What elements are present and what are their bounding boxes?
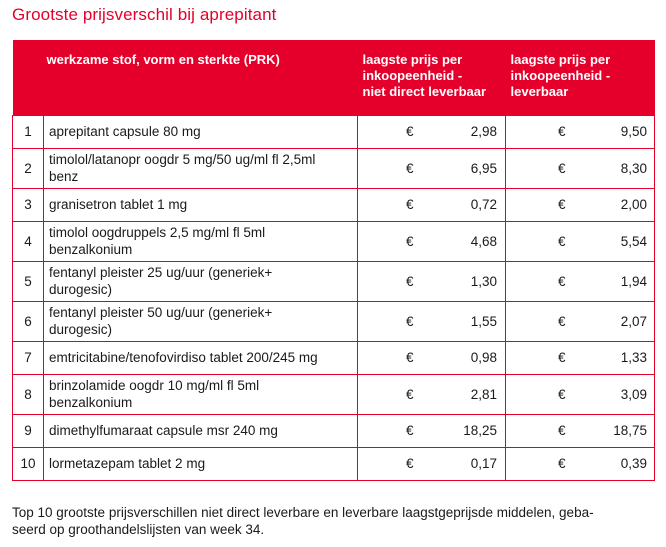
currency-symbol: €: [558, 313, 566, 329]
price-not-available-cell: [358, 414, 506, 447]
price-amount: 1,30: [470, 273, 497, 289]
table-row: [13, 341, 655, 374]
price-value: [358, 349, 505, 366]
header-line: leverbaar: [510, 84, 569, 99]
price-amount: 0,39: [620, 456, 647, 471]
header-line: inkoopeenheid -: [510, 68, 611, 83]
price-value: [358, 455, 505, 472]
substance-line: benz: [49, 169, 79, 184]
row-number: 4: [13, 221, 44, 261]
price-not-available-cell: [358, 188, 506, 221]
header-number: [13, 40, 44, 115]
table-row: [13, 301, 655, 341]
caption-line: Top 10 grootste prijsverschillen niet direct leverbare en leverbare laagstgeprijsde middelen, geba-: [12, 505, 594, 520]
price-amount: 0,98: [470, 350, 497, 365]
substance-line: brinzolamide oogdr 10 mg/ml fl 5ml: [49, 378, 260, 393]
substance-cell: [44, 447, 358, 480]
price-available-cell: [506, 188, 655, 221]
price-value: [506, 386, 654, 403]
substance-cell: [44, 115, 358, 148]
price-amount: 9,50: [620, 124, 647, 139]
currency-symbol: €: [558, 273, 566, 289]
currency-symbol: €: [406, 350, 414, 365]
price-value: [358, 233, 505, 250]
price-amount: 2,00: [620, 197, 647, 212]
price-amount: 18,75: [613, 423, 647, 438]
header-line: laagste prijs per: [362, 52, 463, 67]
header-substance: werkzame stof, vorm en sterkte (PRK): [46, 52, 280, 67]
price-value: [358, 273, 505, 290]
price-value: [506, 196, 654, 213]
price-amount: 0,17: [470, 456, 497, 471]
table-row: [13, 188, 655, 221]
table-caption: [12, 504, 657, 538]
currency-symbol: €: [558, 456, 566, 471]
price-value: [358, 196, 505, 213]
table-row: [13, 115, 655, 148]
price-amount: 2,98: [470, 124, 497, 139]
price-value: [506, 422, 654, 439]
substance-line: dimethylfumaraat capsule msr 240 mg: [49, 423, 278, 438]
currency-symbol: €: [406, 456, 414, 471]
substance-line: benzalkonium: [49, 395, 133, 410]
price-available-cell: [506, 414, 655, 447]
row-number: 7: [13, 341, 44, 374]
price-available-cell: [506, 447, 655, 480]
price-value: [506, 233, 654, 250]
substance-cell: [44, 374, 358, 414]
price-value: [506, 123, 654, 140]
price-amount: 5,54: [620, 233, 647, 249]
price-available-cell: [506, 115, 655, 148]
price-not-available-cell: [358, 447, 506, 480]
substance-line: timolol oogdruppels 2,5 mg/ml fl 5ml: [49, 225, 266, 240]
price-value: [358, 313, 505, 330]
currency-symbol: €: [558, 160, 566, 176]
currency-symbol: €: [558, 124, 566, 139]
price-value: [506, 349, 654, 366]
price-available-cell: [506, 374, 655, 414]
table-row: [13, 261, 655, 301]
row-number: 8: [13, 374, 44, 414]
price-available-cell: [506, 221, 655, 261]
header-line: laagste prijs per: [510, 52, 611, 67]
row-number: 2: [13, 148, 44, 188]
row-number: 9: [13, 414, 44, 447]
row-number: 1: [13, 115, 44, 148]
table-row: [13, 414, 655, 447]
substance-line: aprepitant capsule 80 mg: [49, 124, 201, 139]
substance-line: emtricitabine/tenofovirdiso tablet 200/245 mg: [49, 350, 318, 365]
currency-symbol: €: [558, 350, 566, 365]
price-not-available-cell: [358, 221, 506, 261]
table-row: [13, 148, 655, 188]
price-available-cell: [506, 341, 655, 374]
header-line: inkoopeenheid -: [362, 68, 463, 83]
price-amount: 1,94: [620, 273, 647, 289]
substance-line: fentanyl pleister 25 ug/uur (generiek+: [49, 265, 273, 280]
substance-line: benzalkonium: [49, 242, 133, 257]
substance-line: granisetron tablet 1 mg: [49, 197, 188, 212]
header-line: niet direct leverbaar: [362, 84, 487, 99]
price-available-cell: [506, 148, 655, 188]
substance-line: timolol/latanopr oogdr 5 mg/50 ug/ml fl 2,5ml: [49, 152, 316, 167]
substance-cell: [44, 301, 358, 341]
currency-symbol: €: [406, 313, 414, 329]
currency-symbol: €: [558, 197, 566, 212]
currency-symbol: €: [406, 197, 414, 212]
substance-line: fentanyl pleister 50 ug/uur (generiek+: [49, 305, 273, 320]
substance-cell: [44, 261, 358, 301]
price-value: [358, 160, 505, 177]
table-row: [13, 447, 655, 480]
row-number: 5: [13, 261, 44, 301]
table-header-row: [13, 40, 655, 115]
substance-line: durogesic): [49, 322, 113, 337]
price-amount: 0,72: [470, 197, 497, 212]
price-value: [506, 313, 654, 330]
price-amount: 1,55: [470, 313, 497, 329]
currency-symbol: €: [558, 233, 566, 249]
table-row: [13, 374, 655, 414]
substance-cell: [44, 148, 358, 188]
price-value: [358, 386, 505, 403]
price-value: [506, 273, 654, 290]
currency-symbol: €: [406, 273, 414, 289]
price-not-available-cell: [358, 115, 506, 148]
price-amount: 2,07: [620, 313, 647, 329]
currency-symbol: €: [406, 386, 414, 402]
price-not-available-cell: [358, 374, 506, 414]
price-not-available-cell: [358, 261, 506, 301]
price-available-cell: [506, 301, 655, 341]
currency-symbol: €: [558, 386, 566, 402]
substance-cell: [44, 188, 358, 221]
price-value: [358, 422, 505, 439]
substance-cell: [44, 221, 358, 261]
price-value: [506, 455, 654, 472]
substance-line: lormetazepam tablet 2 mg: [49, 456, 206, 471]
price-available-cell: [506, 261, 655, 301]
table-row: [13, 221, 655, 261]
price-amount: 2,81: [470, 386, 497, 402]
price-amount: 4,68: [470, 233, 497, 249]
row-number: 3: [13, 188, 44, 221]
currency-symbol: €: [406, 423, 414, 438]
substance-line: durogesic): [49, 282, 113, 297]
price-amount: 8,30: [620, 160, 647, 176]
currency-symbol: €: [558, 423, 566, 438]
currency-symbol: €: [406, 233, 414, 249]
currency-symbol: €: [406, 160, 414, 176]
price-not-available-cell: [358, 148, 506, 188]
price-amount: 1,33: [620, 350, 647, 365]
header-price-available: [506, 40, 655, 115]
price-value: [506, 160, 654, 177]
currency-symbol: €: [406, 124, 414, 139]
price-not-available-cell: [358, 301, 506, 341]
table-body: [13, 115, 655, 480]
price-value: [358, 123, 505, 140]
price-amount: 3,09: [620, 386, 647, 402]
price-amount: 6,95: [470, 160, 497, 176]
page-title: Grootste prijsverschil bij aprepitant: [12, 5, 277, 24]
row-number: 10: [13, 447, 44, 480]
price-not-available-cell: [358, 341, 506, 374]
caption-line: seerd op groothandelslijsten van week 34.: [12, 522, 265, 537]
price-table: [12, 40, 655, 481]
substance-cell: [44, 414, 358, 447]
row-number: 6: [13, 301, 44, 341]
header-price-not-available: [358, 40, 506, 115]
substance-cell: [44, 341, 358, 374]
price-amount: 18,25: [463, 423, 497, 438]
